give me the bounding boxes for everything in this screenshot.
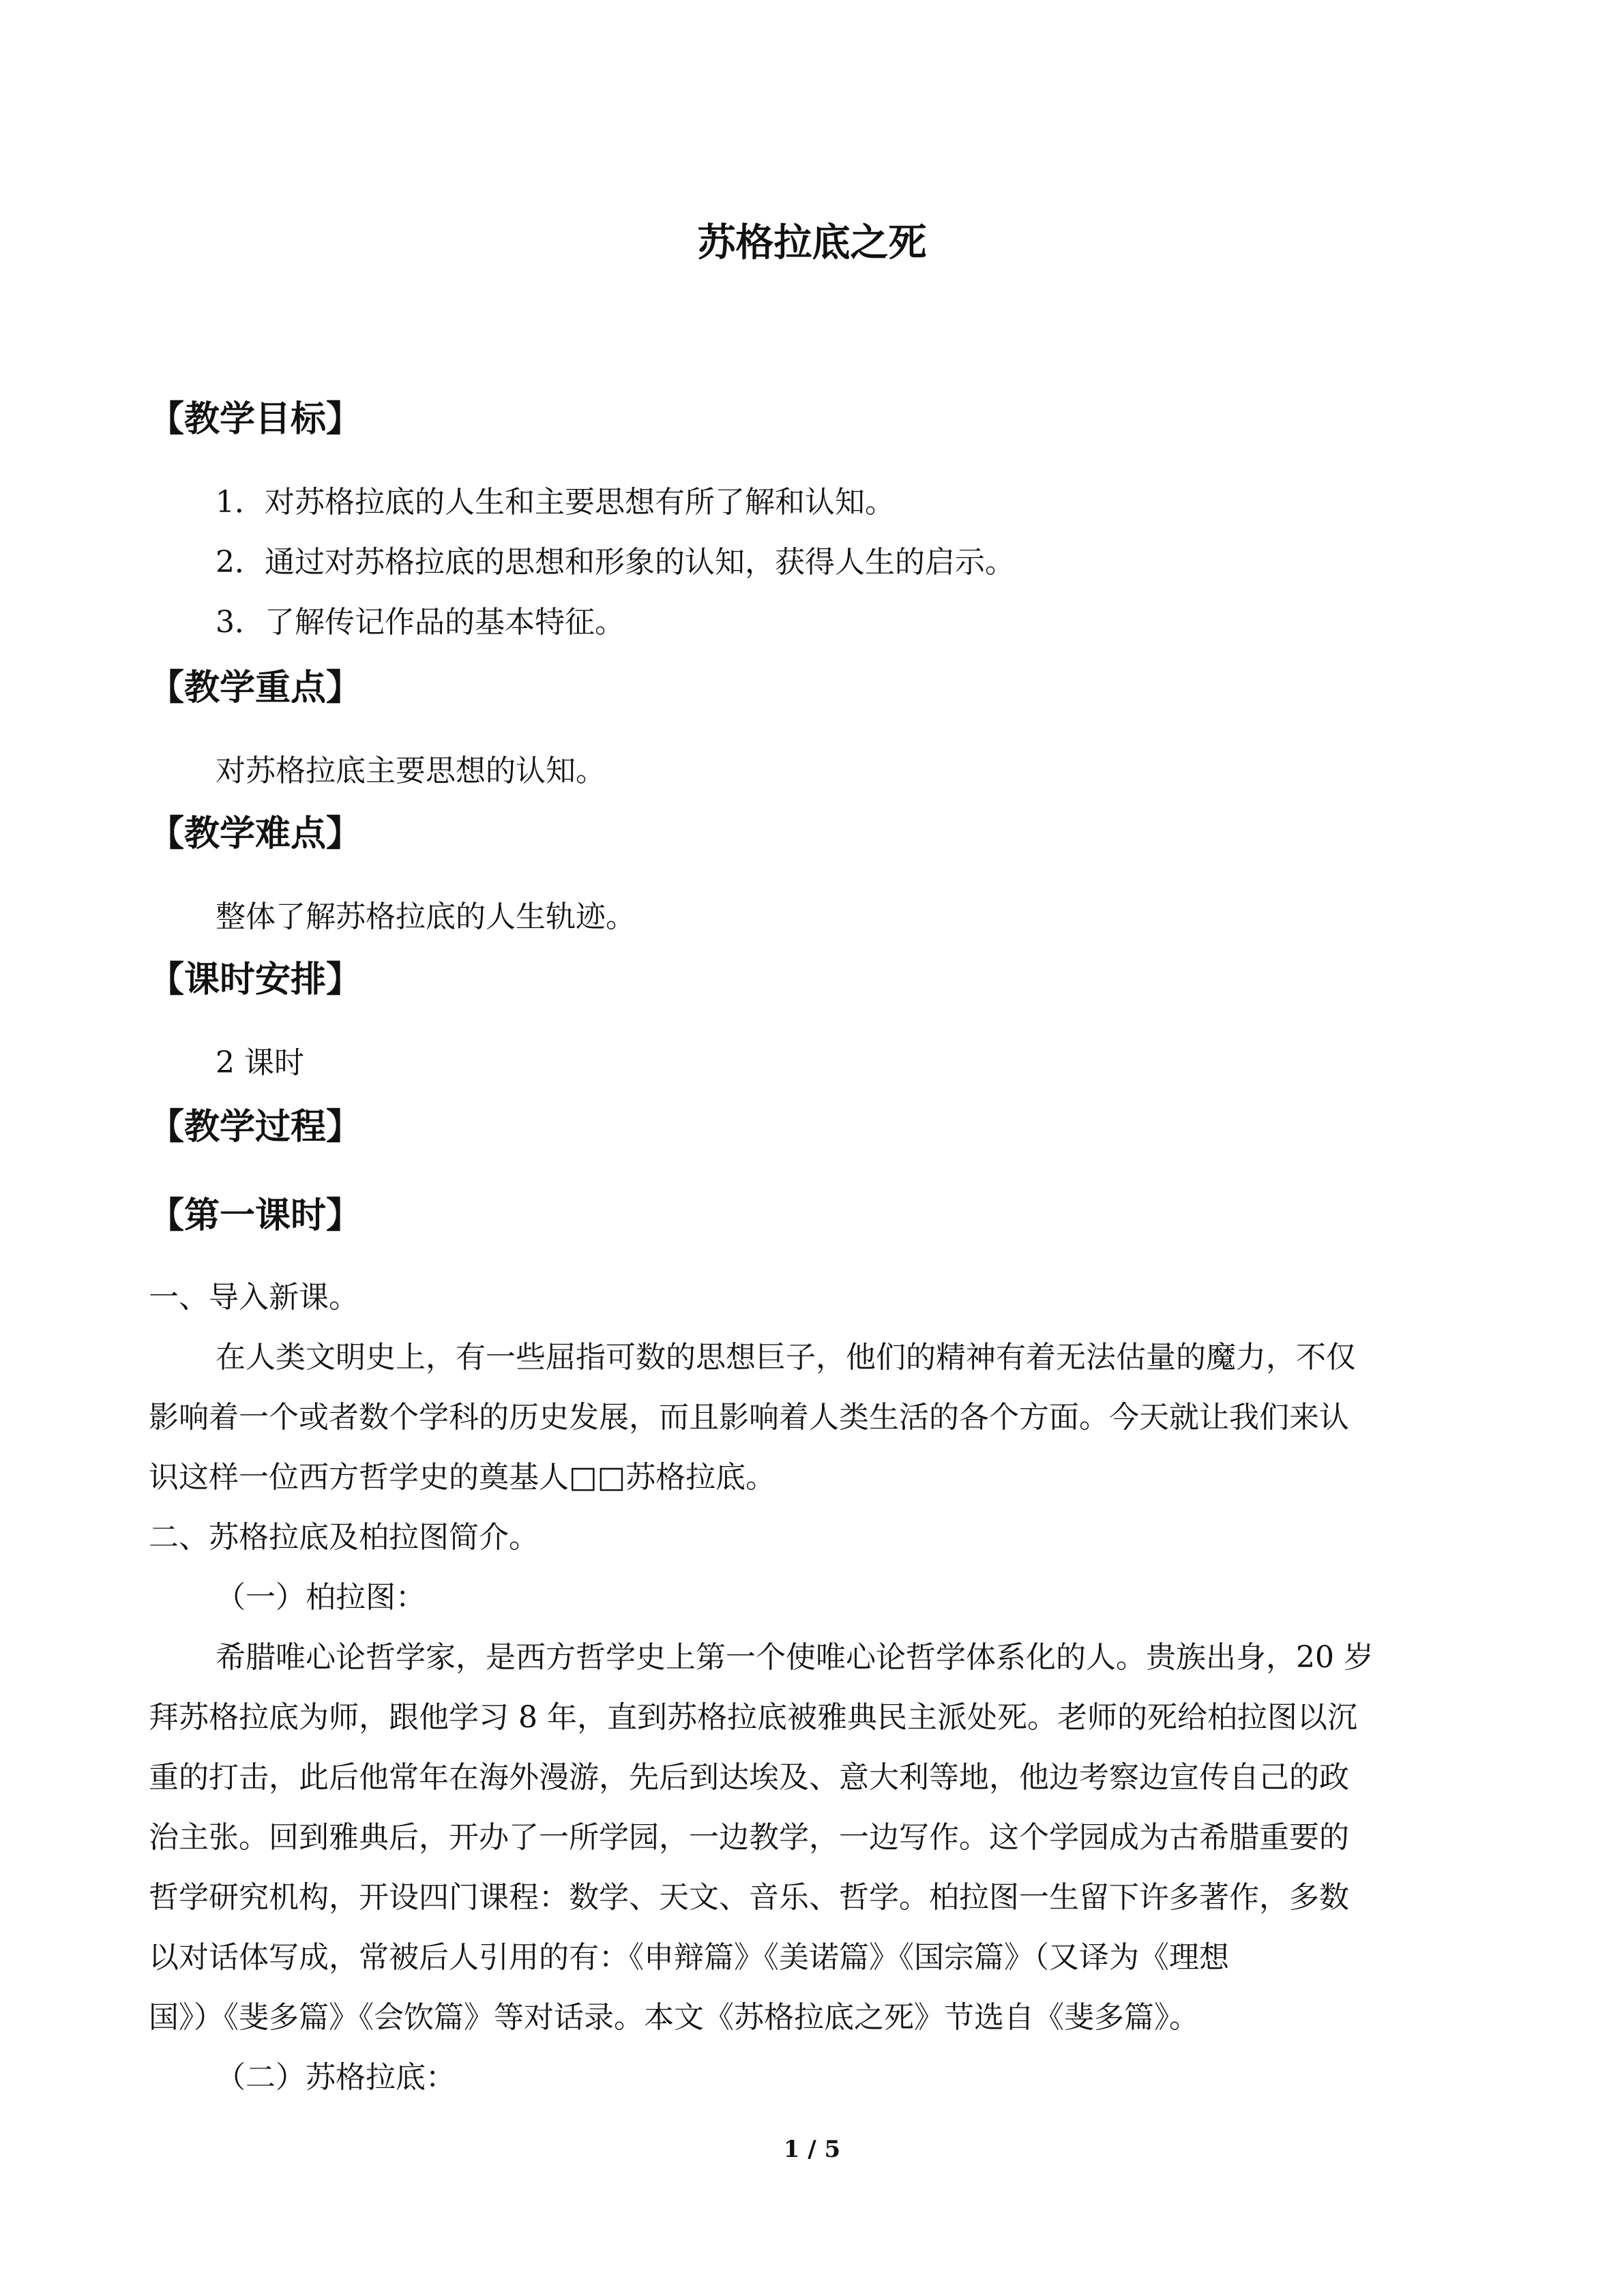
objective-item: 3．了解传记作品的基本特征。 [216, 605, 625, 640]
page-number: 1 / 5 [783, 2136, 841, 2163]
section-heading-schedule: 【课时安排】 [149, 959, 362, 1000]
difficulty-text: 整体了解苏格拉底的人生轨迹。 [216, 899, 636, 934]
section-heading-process: 【教学过程】 [149, 1107, 362, 1148]
paragraph-line: 重的打击，此后他常年在海外漫游，先后到达埃及、意大利等地，他边考察边宣传自己的政 [149, 1760, 1349, 1795]
schedule-text: 2 课时 [216, 1045, 304, 1080]
section-heading-first-lesson: 【第一课时】 [149, 1195, 362, 1236]
paragraph-line: 影响着一个或者数个学科的历史发展，而且影响着人类生活的各个方面。今天就让我们来认 [149, 1400, 1349, 1435]
paragraph-line: 希腊唯心论哲学家，是西方哲学史上第一个使唯心论哲学体系化的人。贵族出身，20 岁 [216, 1640, 1374, 1675]
paragraph-line: 以对话体写成，常被后人引用的有：《申辩篇》《美诺篇》《国宗篇》（又译为《理想 [149, 1940, 1229, 1975]
section-heading-objectives: 【教学目标】 [149, 399, 362, 440]
section-heading-key-points: 【教学重点】 [149, 668, 362, 709]
key-point-text: 对苏格拉底主要思想的认知。 [216, 754, 606, 788]
paragraph-line: 在人类文明史上，有一些屈指可数的思想巨子，他们的精神有着无法估量的魔力，不仅 [216, 1340, 1356, 1375]
page-title: 苏格拉底之死 [697, 220, 927, 265]
subheading-plato: （一）柏拉图： [216, 1580, 426, 1615]
objective-item: 1．对苏格拉底的人生和主要思想有所了解和认知。 [216, 485, 895, 520]
paragraph-line: 国》）《斐多篇》《会饮篇》等对话录。本文《苏格拉底之死》节选自《斐多篇》。 [149, 2000, 1199, 2035]
subheading-socrates: （二）苏格拉底： [216, 2060, 456, 2095]
objective-item: 2．通过对苏格拉底的思想和形象的认知，获得人生的启示。 [216, 545, 1015, 580]
paragraph-line: 治主张。回到雅典后，开办了一所学园，一边教学，一边写作。这个学园成为古希腊重要的 [149, 1820, 1349, 1855]
paragraph-line: 拜苏格拉底为师，跟他学习 8 年，直到苏格拉底被雅典民主派处死。老师的死给柏拉图以沉 [149, 1700, 1357, 1735]
paragraph-line: 识这样一位西方哲学史的奠基人□□苏格拉底。 [149, 1460, 776, 1495]
part1-heading: 一、导入新课。 [149, 1280, 359, 1315]
section-heading-difficulties: 【教学难点】 [149, 814, 362, 854]
part2-heading: 二、苏格拉底及柏拉图简介。 [149, 1520, 539, 1555]
paragraph-line: 哲学研究机构，开设四门课程：数学、天文、音乐、哲学。柏拉图一生留下许多著作，多数 [149, 1880, 1349, 1915]
